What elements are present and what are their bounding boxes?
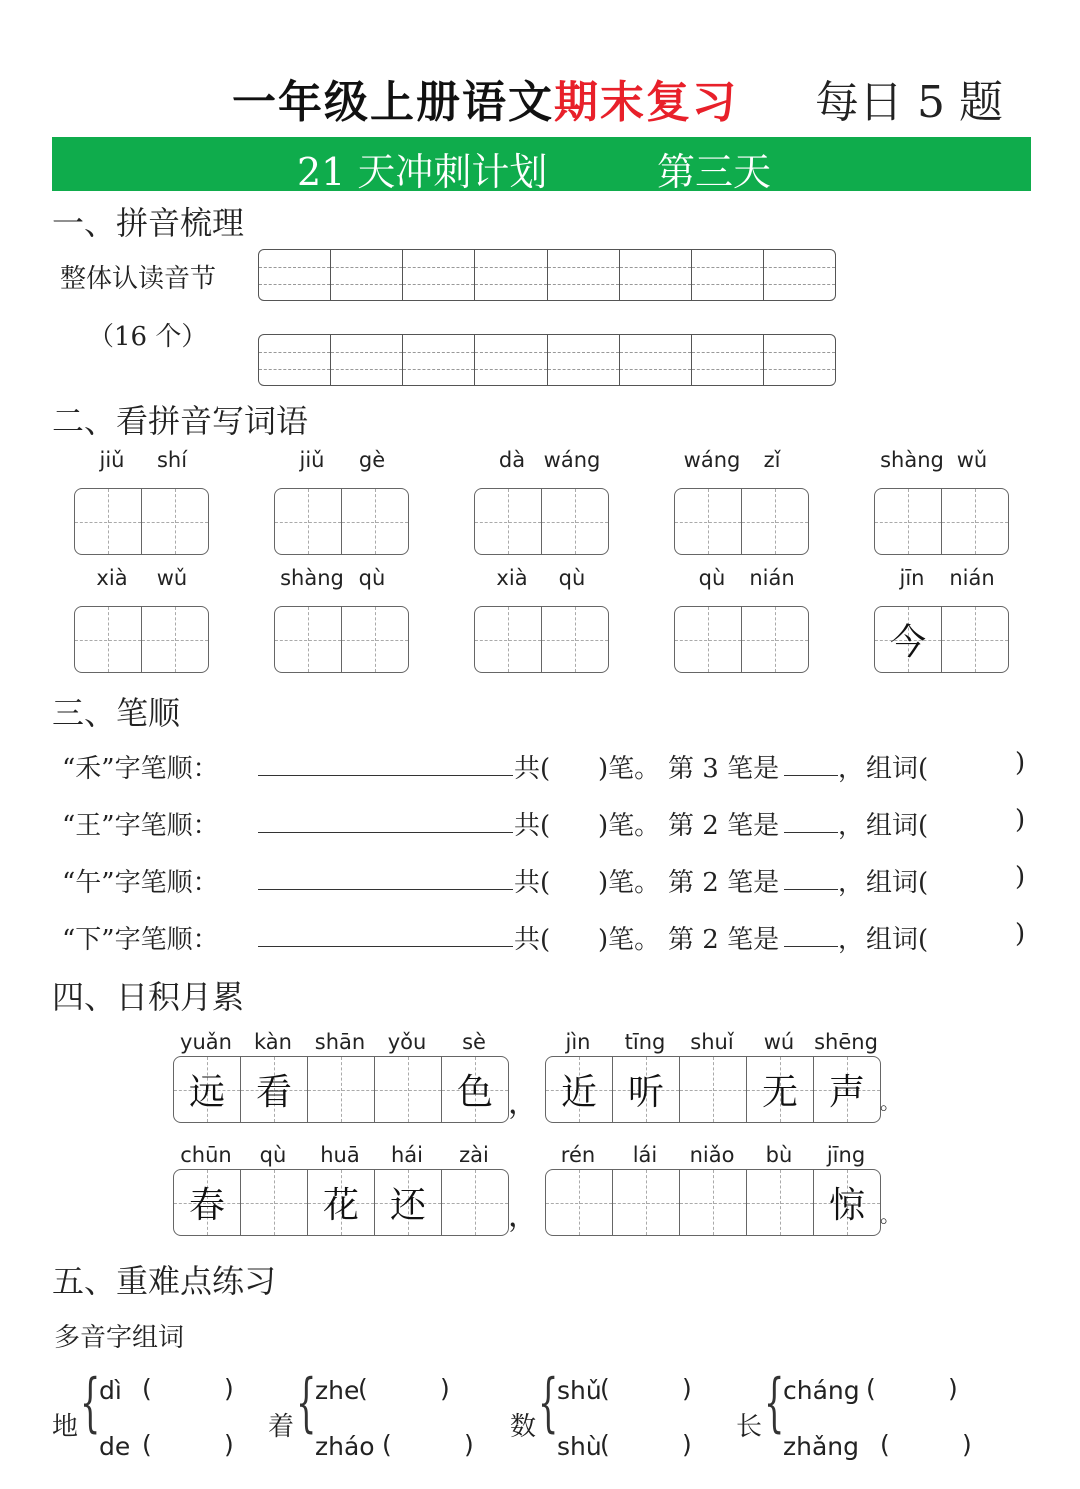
syllable-cell[interactable]	[259, 250, 331, 300]
nth-stroke-blank[interactable]	[784, 805, 838, 833]
stroke-order-blank[interactable]	[258, 805, 513, 833]
pinyin-line	[74, 448, 209, 478]
grid-cell[interactable]	[142, 489, 208, 554]
pinyin-syllable: hái	[390, 1143, 424, 1167]
grid-cell[interactable]	[613, 1057, 680, 1122]
section-3-heading: 三、笔顺	[52, 694, 181, 732]
grid-guide-horizontal	[675, 640, 741, 641]
pinyin-syllable: shēng	[814, 1030, 878, 1054]
pinyin-syllable: sè	[462, 1030, 486, 1054]
pinyin-syllable: nián	[949, 566, 995, 590]
syllable-count: （16 个）	[88, 322, 208, 352]
nth-stroke-blank[interactable]	[784, 919, 838, 947]
grid-cell[interactable]	[814, 1057, 880, 1122]
syllable-label: 整体认读音节	[60, 264, 217, 294]
grid-cell[interactable]	[613, 1170, 680, 1235]
grid-cell[interactable]	[546, 1170, 613, 1235]
brace: {	[764, 1366, 785, 1440]
word-blank-open[interactable]: (	[142, 1430, 152, 1459]
nth-stroke-blank[interactable]	[784, 748, 838, 776]
make-word-close: )	[1015, 748, 1026, 778]
tianzige-box[interactable]	[74, 606, 209, 673]
pinyin-syllable: huā	[320, 1143, 360, 1167]
grid-cell[interactable]	[742, 489, 808, 554]
grid-guide-horizontal	[742, 640, 808, 641]
syllable-cell[interactable]	[403, 335, 475, 385]
tianzige-box[interactable]	[545, 1056, 881, 1123]
pinyin-syllable: qù	[259, 1143, 287, 1167]
punctuation: ，	[508, 1199, 538, 1234]
grid-guide-horizontal	[546, 1203, 612, 1204]
pinyin-syllable: xià	[496, 566, 528, 590]
pinyin-line	[874, 448, 1009, 478]
grid-cell[interactable]	[475, 489, 542, 554]
grid-char: 花	[322, 1185, 359, 1226]
grid-cell[interactable]	[747, 1057, 814, 1122]
tianzige-box[interactable]	[173, 1056, 509, 1123]
pinyin-syllable: wáng	[543, 448, 601, 472]
stroke-char-label: “禾”字笔顺：	[62, 754, 219, 784]
pinyin-syllable: shí	[156, 448, 188, 472]
pinyin-syllable: jìn	[565, 1030, 591, 1054]
grid-guide-horizontal	[742, 522, 808, 523]
syllable-cell[interactable]	[620, 335, 692, 385]
stroke-order-row	[62, 748, 1032, 788]
syllable-strip-2[interactable]	[258, 334, 836, 386]
plan-banner	[52, 137, 1031, 194]
pinyin-syllable: lái	[632, 1143, 658, 1167]
grid-guide-horizontal	[613, 1203, 679, 1204]
pinyin-syllable: wǔ	[156, 566, 188, 590]
brace: {	[538, 1366, 559, 1440]
pinyin-syllable: yuǎn	[180, 1030, 232, 1054]
grid-char: 声	[828, 1072, 865, 1113]
pinyin-syllable: niǎo	[689, 1143, 735, 1167]
make-word-close: )	[1015, 805, 1026, 835]
reading-1: cháng	[783, 1376, 860, 1405]
section-1-heading: 一、拼音梳理	[52, 204, 245, 242]
syllable-strip-1[interactable]	[258, 249, 836, 301]
grid-guide-horizontal	[680, 1203, 746, 1204]
reading-2: zhǎng	[783, 1432, 860, 1461]
pinyin-syllable: zài	[459, 1143, 489, 1167]
nth-stroke-label: 第 2 笔是	[668, 925, 780, 955]
grid-guide-horizontal	[375, 1090, 441, 1091]
grid-cell[interactable]	[275, 607, 342, 672]
grid-cell[interactable]	[546, 1057, 613, 1122]
pinyin-syllable: zǐ	[763, 448, 781, 472]
section-2-heading: 二、看拼音写词语	[52, 402, 309, 440]
nth-stroke-label: 第 3 笔是	[668, 754, 780, 784]
tianzige-box[interactable]	[274, 488, 409, 555]
reading-1: dì	[99, 1376, 122, 1405]
pinyin-syllable: wáng	[683, 448, 741, 472]
grid-char: 还	[389, 1185, 426, 1226]
grid-guide-horizontal	[342, 522, 408, 523]
section-4-heading: 四、日积月累	[52, 978, 245, 1016]
make-word-label: 组词(	[866, 925, 929, 955]
pinyin-line	[74, 566, 209, 596]
pinyin-syllable: wú	[763, 1030, 795, 1054]
grid-cell[interactable]	[742, 607, 808, 672]
word-blank-open[interactable]: (	[358, 1374, 368, 1403]
grid-cell[interactable]	[875, 489, 942, 554]
grid-guide-horizontal	[142, 640, 208, 641]
nth-stroke-label: 第 2 笔是	[668, 868, 780, 898]
stroke-order-blank[interactable]	[258, 748, 513, 776]
title-grade-subject: 一年级上册语文	[232, 77, 554, 128]
pinyin-syllable: wǔ	[956, 448, 988, 472]
word-blank-open[interactable]: (	[600, 1430, 610, 1459]
grid-cell[interactable]	[75, 607, 142, 672]
grid-guide-horizontal	[75, 522, 141, 523]
polyphone-char: 长	[736, 1412, 763, 1442]
reading-2: zháo	[315, 1432, 375, 1461]
grid-guide-horizontal	[342, 640, 408, 641]
grid-cell[interactable]	[142, 607, 208, 672]
grid-guide-horizontal	[680, 1090, 746, 1091]
polyphone-char: 着	[268, 1412, 295, 1442]
section-5-heading: 五、重难点练习	[52, 1262, 277, 1300]
grid-cell[interactable]	[375, 1057, 442, 1122]
comma: ，	[838, 925, 865, 955]
grid-cell[interactable]	[675, 489, 742, 554]
pinyin-syllable: bù	[765, 1143, 793, 1167]
pinyin-syllable: jiǔ	[299, 448, 325, 472]
word-blank-close[interactable]: )	[948, 1374, 958, 1403]
punctuation: 。	[880, 1203, 900, 1227]
pinyin-line	[674, 566, 809, 596]
word-blank-close[interactable]: )	[682, 1430, 692, 1459]
polyphone-char: 地	[52, 1412, 79, 1442]
grid-guide-horizontal	[475, 640, 541, 641]
stroke-order-row	[62, 805, 1032, 845]
grid-char: 春	[188, 1185, 225, 1226]
grid-cell[interactable]	[308, 1057, 375, 1122]
grid-cell[interactable]	[308, 1170, 375, 1235]
comma: ，	[838, 868, 865, 898]
grid-guide-horizontal	[75, 640, 141, 641]
make-word-label: 组词(	[866, 868, 929, 898]
stroke-total-close: )笔。	[598, 868, 661, 898]
pinyin-syllable: xià	[96, 566, 128, 590]
pinyin-line	[474, 448, 609, 478]
polyphone-char: 数	[510, 1412, 537, 1442]
grid-guide-horizontal	[875, 522, 941, 523]
syllable-cell[interactable]	[692, 250, 764, 300]
grid-cell[interactable]	[680, 1170, 747, 1235]
grid-guide-horizontal	[475, 522, 541, 523]
grid-guide-horizontal	[275, 640, 341, 641]
grid-cell[interactable]	[275, 489, 342, 554]
syllable-cell[interactable]	[475, 250, 547, 300]
syllable-cell[interactable]	[259, 335, 331, 385]
nth-stroke-blank[interactable]	[784, 862, 838, 890]
pinyin-line	[474, 566, 609, 596]
word-blank-open[interactable]: (	[600, 1374, 610, 1403]
pinyin-syllable: shàng	[280, 566, 344, 590]
pinyin-syllable: shàng	[880, 448, 944, 472]
grid-cell[interactable]	[375, 1170, 442, 1235]
comma: ，	[838, 754, 865, 784]
syllable-cell[interactable]	[403, 250, 475, 300]
pinyin-syllable: gè	[358, 448, 386, 472]
brace: {	[80, 1366, 101, 1440]
pinyin-syllable: nián	[749, 566, 795, 590]
grid-cell[interactable]	[75, 489, 142, 554]
make-word-close: )	[1015, 919, 1026, 949]
grid-guide-horizontal	[675, 522, 741, 523]
grid-char: 听	[627, 1072, 664, 1113]
punctuation: ，	[508, 1086, 538, 1121]
pinyin-syllable: tīng	[624, 1030, 666, 1054]
title-final-review: 期末复习	[554, 77, 738, 128]
word-blank-open[interactable]: (	[142, 1374, 152, 1403]
grid-char: 惊	[828, 1185, 865, 1226]
word-blank-close[interactable]: )	[464, 1430, 474, 1459]
grid-char: 近	[560, 1072, 597, 1113]
tianzige-box[interactable]	[874, 488, 1009, 555]
stroke-total-close: )笔。	[598, 811, 661, 841]
pinyin-syllable: rén	[560, 1143, 596, 1167]
word-blank-open[interactable]: (	[880, 1430, 890, 1459]
make-word-close: )	[1015, 862, 1026, 892]
pinyin-line	[274, 566, 409, 596]
word-blank-close[interactable]: )	[440, 1374, 450, 1403]
punctuation: 。	[880, 1090, 900, 1114]
pinyin-syllable: yǒu	[387, 1030, 427, 1054]
pinyin-syllable: jiǔ	[99, 448, 125, 472]
pinyin-syllable: kàn	[254, 1030, 292, 1054]
syllable-cell[interactable]	[548, 250, 620, 300]
grid-cell[interactable]	[942, 607, 1008, 672]
grid-cell[interactable]	[542, 607, 608, 672]
comma: ，	[838, 811, 865, 841]
stroke-order-row	[62, 862, 1032, 902]
pinyin-syllable: shuǐ	[690, 1030, 734, 1054]
syllable-cell[interactable]	[764, 250, 835, 300]
stroke-total-label: 共(	[514, 868, 551, 898]
grid-guide-horizontal	[142, 522, 208, 523]
reading-1: zhe	[315, 1376, 360, 1405]
stroke-order-blank[interactable]	[258, 919, 513, 947]
tianzige-box[interactable]	[674, 488, 809, 555]
reading-2: de	[99, 1432, 131, 1461]
word-blank-close[interactable]: )	[224, 1374, 234, 1403]
grid-cell[interactable]	[241, 1170, 308, 1235]
grid-guide-horizontal	[942, 522, 1008, 523]
grid-cell[interactable]	[814, 1170, 880, 1235]
grid-cell[interactable]	[174, 1057, 241, 1122]
banner-day: 第三天	[657, 150, 772, 194]
grid-char: 远	[188, 1072, 225, 1113]
grid-cell[interactable]	[942, 489, 1008, 554]
reading-1: shǔ	[557, 1376, 602, 1405]
grid-guide-horizontal	[241, 1203, 307, 1204]
stroke-order-row	[62, 919, 1032, 959]
title-main	[232, 66, 738, 130]
pinyin-syllable: qù	[558, 566, 586, 590]
tianzige-box[interactable]	[74, 488, 209, 555]
tianzige-box[interactable]	[474, 488, 609, 555]
tianzige-box[interactable]	[545, 1169, 881, 1236]
grid-cell[interactable]	[342, 607, 408, 672]
tianzige-box[interactable]	[674, 606, 809, 673]
stroke-order-blank[interactable]	[258, 862, 513, 890]
grid-char: 今	[889, 622, 926, 663]
grid-cell[interactable]	[542, 489, 608, 554]
grid-cell[interactable]	[875, 607, 942, 672]
stroke-char-label: “下”字笔顺：	[62, 925, 219, 955]
make-word-label: 组词(	[866, 754, 929, 784]
pinyin-syllable: dà	[498, 448, 526, 472]
tianzige-box[interactable]	[874, 606, 1009, 673]
pinyin-line	[874, 566, 1009, 596]
polyphone-subheading: 多音字组词	[54, 1323, 185, 1353]
grid-guide-horizontal	[542, 640, 608, 641]
word-blank-open[interactable]: (	[382, 1430, 392, 1459]
grid-char: 无	[761, 1072, 798, 1113]
tianzige-box[interactable]	[474, 606, 609, 673]
syllable-cell[interactable]	[764, 335, 835, 385]
stroke-total-label: 共(	[514, 754, 551, 784]
grid-guide-horizontal	[275, 522, 341, 523]
grid-guide-horizontal	[747, 1203, 813, 1204]
grid-char: 看	[255, 1072, 292, 1113]
worksheet-title	[0, 60, 1080, 130]
grid-cell[interactable]	[675, 607, 742, 672]
syllable-cell[interactable]	[692, 335, 764, 385]
syllable-cell[interactable]	[620, 250, 692, 300]
pinyin-syllable: jīn	[899, 566, 925, 590]
syllable-cell[interactable]	[475, 335, 547, 385]
stroke-total-close: )笔。	[598, 754, 661, 784]
brace: {	[296, 1366, 317, 1440]
syllable-cell[interactable]	[548, 335, 620, 385]
grid-guide-horizontal	[442, 1203, 508, 1204]
pinyin-line	[274, 448, 409, 478]
pinyin-syllable: qù	[358, 566, 386, 590]
title-daily-questions: 每日 5 题	[815, 77, 1003, 128]
syllable-cell[interactable]	[331, 250, 403, 300]
stroke-total-label: 共(	[514, 925, 551, 955]
tianzige-box[interactable]	[173, 1169, 509, 1236]
grid-cell[interactable]	[747, 1170, 814, 1235]
grid-guide-horizontal	[942, 640, 1008, 641]
grid-char: 色	[456, 1072, 493, 1113]
pinyin-syllable: jīng	[826, 1143, 866, 1167]
grid-cell[interactable]	[475, 607, 542, 672]
pinyin-line	[674, 448, 809, 478]
word-blank-open[interactable]: (	[866, 1374, 876, 1403]
word-blank-close[interactable]: )	[962, 1430, 972, 1459]
grid-cell[interactable]	[442, 1170, 508, 1235]
word-blank-close[interactable]: )	[682, 1374, 692, 1403]
stroke-total-label: 共(	[514, 811, 551, 841]
reading-2: shù	[557, 1432, 602, 1461]
grid-cell[interactable]	[442, 1057, 508, 1122]
banner-plan: 21 天冲刺计划	[297, 150, 548, 194]
grid-cell[interactable]	[174, 1170, 241, 1235]
syllable-cell[interactable]	[331, 335, 403, 385]
pinyin-syllable: shān	[314, 1030, 366, 1054]
grid-guide-horizontal	[308, 1090, 374, 1091]
word-blank-close[interactable]: )	[224, 1430, 234, 1459]
pinyin-syllable: qù	[698, 566, 726, 590]
nth-stroke-label: 第 2 笔是	[668, 811, 780, 841]
pinyin-syllable: chūn	[180, 1143, 232, 1167]
stroke-total-close: )笔。	[598, 925, 661, 955]
stroke-char-label: “午”字笔顺：	[62, 868, 219, 898]
grid-cell[interactable]	[342, 489, 408, 554]
tianzige-box[interactable]	[274, 606, 409, 673]
stroke-char-label: “王”字笔顺：	[62, 811, 219, 841]
grid-cell[interactable]	[241, 1057, 308, 1122]
make-word-label: 组词(	[866, 811, 929, 841]
grid-guide-horizontal	[542, 522, 608, 523]
grid-cell[interactable]	[680, 1057, 747, 1122]
